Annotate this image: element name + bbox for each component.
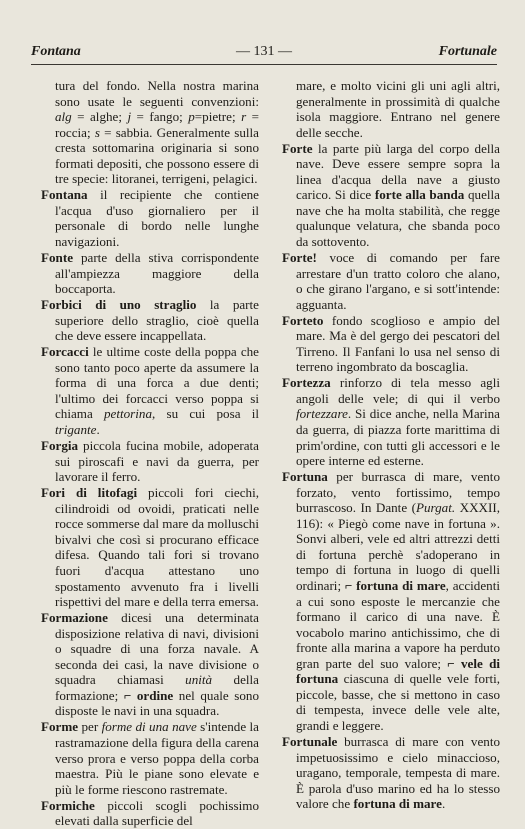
dictionary-entry: [41, 798, 259, 829]
entry-term: Forme: [41, 719, 79, 735]
dictionary-entry: [41, 719, 259, 797]
entry-text: per burrasca di mare, vento forzato, vento fortissimo, tempo burrascoso. In Dante (: [296, 469, 500, 516]
entry-term: Fontana: [41, 187, 88, 203]
dictionary-entry: [41, 485, 259, 609]
dictionary-entry: [41, 250, 259, 297]
entry-term: Forteto: [282, 312, 324, 328]
right-column: [282, 78, 500, 812]
entry-text: mare, e molto vicini gli uni agli altri, generalmente in prossimità di qualche isola maggiore. Entrano nel genere delle secche.: [296, 78, 500, 140]
entry-text: quella nave che ha molta stabilità, che regge qualunque velatura, che sbanda poco da sottovento.: [296, 187, 500, 249]
dictionary-entry: [282, 250, 500, 312]
italic-text: trigante: [55, 422, 97, 438]
entry-text: = alghe;: [71, 109, 128, 125]
entry-text: nel quale sono disposte le navi in una squadra.: [55, 687, 260, 719]
entry-text: . Si dice anche, nella Marina da guerra, di piazza forte marittima di prim'ordine, con tutti gli accessori e le opere interne ed esterne.: [296, 406, 500, 469]
dictionary-entry: [282, 734, 500, 812]
entry-term: ⌐ ordine: [123, 687, 174, 703]
dictionary-entry: [41, 187, 259, 249]
entry-term: Fortunale: [282, 733, 338, 749]
dictionary-entry: [41, 438, 259, 485]
entry-text: , accidenti a cui sono esposte le mercanzie che formano il carico di una nave. È vocabolo marino antichissimo, che di fronte alla marina a vapore ha perduto gran parte del suo valore;: [296, 578, 500, 671]
italic-text: alg: [55, 109, 72, 125]
entry-text: piccoli scogli pochissimo elevati dalla superficie del: [55, 797, 259, 829]
entry-text: voce di comando per fare arrestare d'un tratto coloro che alano, o che girano l'argano, e si sott'intende: agguanta.: [296, 250, 500, 312]
dictionary-entry: [282, 375, 500, 468]
header-rule: [31, 64, 497, 65]
entry-term: Fortezza: [282, 375, 331, 391]
entry-text: tura del fondo. Nella nostra marina sono usate le seguenti convenzioni:: [55, 78, 259, 109]
dictionary-entry: [41, 610, 259, 719]
header-last-term: Fortunale: [438, 44, 497, 59]
entry-text: ciascuna di quelle vele forti, piccole, basse, che si mettono in caso di tempesta, invece delle vele alte, grandi e leggere.: [296, 671, 500, 733]
entry-text: le ultime coste della poppa che sono tanto poco aperte da assumere la forma di una forca a due denti; l'ultimo dei forcacci verso poppa si chiama: [55, 344, 259, 422]
entry-term: forte alla banda: [374, 187, 465, 203]
italic-text: p: [188, 109, 195, 125]
entry-term: fortuna di mare: [353, 796, 442, 812]
italic-text: Purgat.: [415, 500, 456, 516]
header-first-term: Fontana: [31, 44, 81, 59]
entry-term: ⌐ fortuna di mare: [344, 578, 446, 593]
entry-text: fondo scoglioso e ampio del mare. Ma è del gergo dei pescatori del Tirreno. Il Fanfani lo usa nel senso di terreno ingombrato da boscaglia.: [296, 312, 500, 375]
entry-text: = roccia;: [55, 109, 259, 140]
entry-term: Forcacci: [41, 344, 89, 360]
entry-term: Forgia: [41, 438, 79, 454]
entry-text: rinforzo di tela messo agli angoli delle vele; di qui il verbo: [296, 375, 500, 406]
entry-text: piccola fucina mobile, adoperata sui piroscafi e navi da guerra, per lavorare il ferro.: [55, 438, 259, 485]
dictionary-entry: [41, 344, 259, 437]
entry-term: Fori di litofagi: [41, 485, 138, 501]
dictionary-entry: [282, 469, 500, 733]
dictionary-entry: [41, 297, 259, 344]
entry-text: =pietre;: [194, 109, 242, 125]
entry-text: = sabbia. Generalmente sulla cresta sottomarina originaria si sono formati depositi, che possono essere di tre specie: litoranei, terrigeni, pelagici.: [55, 124, 259, 187]
entry-text: .: [441, 796, 446, 812]
entry-text: XXXII, 116): « Piegò come nave in fortuna ». Sonvi alberi, vele ed altri attrezzi detti di fortuna perchè s'adoperano in tempo di fortuna in luogo di quelli ordinari;: [296, 500, 500, 593]
italic-text: fortezzare: [296, 406, 348, 422]
entry-text: dicesi una determinata disposizione relativa di navi, divisioni o squadre di una forza navale. A seconda dei casi, la nave divisione o squadra chiamasi: [55, 610, 259, 688]
entry-text: = fango;: [131, 109, 189, 125]
entry-text: parte della stiva corrispondente all'ampiezza maggiore della boccaporta.: [55, 250, 259, 297]
italic-text: pettorina: [104, 406, 153, 422]
entry-term: Forbici di uno straglio: [41, 297, 197, 313]
entry-text: per: [78, 719, 102, 735]
italic-text: j: [127, 109, 132, 125]
page-number: — 131 —: [236, 44, 292, 59]
entry-text: s'intende la rastramazione della figura della carena verso prora e verso poppa della corba maestra. Più le piane sono elevate e più le forme riescono rastremate.: [55, 719, 259, 797]
entry-text: .: [96, 422, 100, 438]
entry-term: Forte: [282, 140, 313, 156]
italic-text: forme di una nave: [101, 719, 197, 735]
italic-text: s: [94, 124, 100, 140]
entry-term: Formazione: [41, 610, 108, 626]
continued-text: [282, 78, 500, 140]
left-column: [41, 78, 259, 829]
italic-text: r: [241, 109, 247, 125]
italic-text: unità: [185, 672, 213, 688]
entry-term: Formiche: [41, 797, 95, 813]
entry-term: Fonte: [41, 250, 73, 266]
entry-text: la parte superiore dello straglio, cioè quella che deve essere incappellata.: [55, 297, 259, 344]
running-header: [31, 44, 497, 64]
dictionary-entry: [282, 141, 500, 250]
entry-text: , su cui posa il: [152, 406, 259, 422]
dictionary-entry: [282, 313, 500, 375]
entry-text: della formazione;: [55, 672, 259, 703]
entry-text: burrasca di mare con vento impetuosissimo e cielo minaccioso, uragano, temporale, tempesta di mare. È parola d'uso marino ed ha lo stesso valore che: [296, 733, 500, 812]
entry-term: Fortuna: [282, 469, 328, 485]
entry-term: ⌐ vele di fortuna: [296, 655, 500, 687]
entry-text: la parte più larga del corpo della nave. Deve essere sempre sopra la linea d'acqua della nave a giusto carico. Si dice: [296, 140, 500, 203]
entry-term: Forte!: [282, 250, 317, 266]
entry-text: piccoli fori ciechi, cilindroidi od ovoidi, praticati nelle rocce sommerse dal mare da molluschi bivalvi che così si procurano efficace difesa. Quando tali fori si trovano fuori d'acqua attestano uno spostamento avvenuto fra i livelli rispettivi del mare e della terra emersa.: [55, 485, 259, 610]
entry-text: il recipiente che contiene l'acqua d'uso giornaliero per il personale di bordo nelle lunghe navigazioni.: [55, 187, 259, 249]
continued-text: [41, 78, 259, 187]
